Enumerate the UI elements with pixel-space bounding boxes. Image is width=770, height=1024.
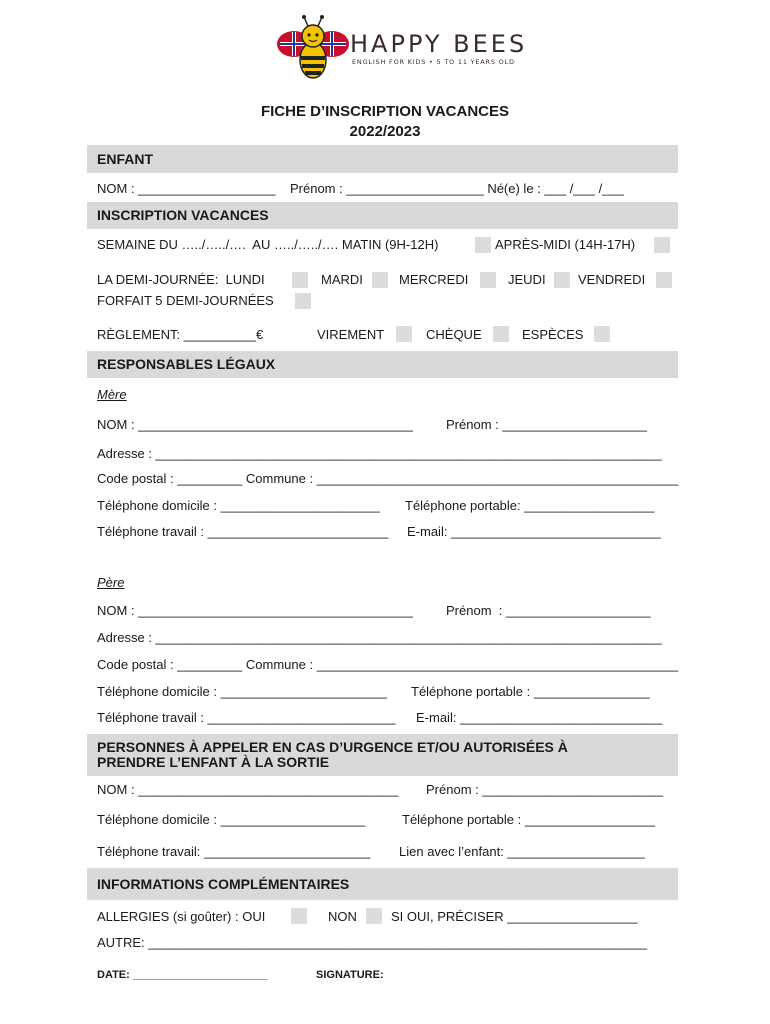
page-year: 2022/2023 bbox=[349, 123, 421, 140]
urgence-heading-line2: PRENDRE L’ENFANT À LA SORTIE bbox=[97, 754, 330, 770]
virement-label: VIREMENT bbox=[317, 327, 385, 342]
pere-code-postal-field[interactable]: Code postal : _________ Commune : __________________________________________________ bbox=[97, 657, 679, 672]
section-inscription-header: INSCRIPTION VACANCES bbox=[87, 202, 678, 229]
allergies-oui-checkbox[interactable] bbox=[291, 908, 307, 924]
brand-tagline: ENGLISH FOR KIDS • 5 TO 11 YEARS OLD bbox=[352, 58, 515, 66]
mere-email-field[interactable]: E-mail: _____________________________ bbox=[407, 524, 661, 539]
especes-label: ESPÈCES bbox=[522, 327, 584, 342]
page-title: FICHE D’INSCRIPTION VACANCES bbox=[260, 103, 510, 120]
jeudi-label: JEUDI bbox=[508, 272, 546, 287]
mercredi-checkbox[interactable] bbox=[480, 272, 496, 288]
section-responsables-header: RESPONSABLES LÉGAUX bbox=[87, 351, 678, 378]
urgence-tel-travail-field[interactable]: Téléphone travail: _______________________ bbox=[97, 844, 371, 859]
mardi-checkbox[interactable] bbox=[372, 272, 388, 288]
autre-field[interactable]: AUTRE: _____________________________________________________________________ bbox=[97, 935, 648, 950]
apres-midi-checkbox[interactable] bbox=[654, 237, 670, 253]
brand-name: HAPPY BEES bbox=[350, 30, 528, 58]
mere-tel-portable-field[interactable]: Téléphone portable: __________________ bbox=[405, 498, 655, 513]
especes-checkbox[interactable] bbox=[594, 326, 610, 342]
allergies-label: ALLERGIES (si goûter) : OUI bbox=[97, 909, 266, 924]
mere-code-postal-field[interactable]: Code postal : _________ Commune : __________________________________________________ bbox=[97, 471, 679, 486]
forfait-checkbox[interactable] bbox=[295, 293, 311, 309]
vendredi-checkbox[interactable] bbox=[656, 272, 672, 288]
mere-tel-travail-field[interactable]: Téléphone travail : _________________________ bbox=[97, 524, 389, 539]
mere-subheading: Mère bbox=[97, 387, 127, 402]
mardi-label: MARDI bbox=[321, 272, 363, 287]
pere-email-field[interactable]: E-mail: ____________________________ bbox=[416, 710, 663, 725]
cheque-label: CHÈQUE bbox=[426, 327, 482, 342]
mercredi-label: MERCREDI bbox=[399, 272, 469, 287]
urgence-prenom-field[interactable]: Prénom : _________________________ bbox=[426, 782, 664, 797]
pere-tel-portable-field[interactable]: Téléphone portable : ________________ bbox=[411, 684, 650, 699]
urgence-nom-field[interactable]: NOM : ____________________________________ bbox=[97, 782, 399, 797]
reglement-field[interactable]: RÈGLEMENT: __________€ bbox=[97, 327, 264, 342]
apres-midi-label: APRÈS-MIDI (14H-17H) bbox=[495, 237, 636, 252]
forfait-label: FORFAIT 5 DEMI-JOURNÉES bbox=[97, 293, 274, 308]
mere-prenom-field[interactable]: Prénom : ____________________ bbox=[446, 417, 647, 432]
matin-checkbox[interactable] bbox=[475, 237, 491, 253]
pere-tel-domicile-field[interactable]: Téléphone domicile : _______________________ bbox=[97, 684, 387, 699]
mere-tel-domicile-field[interactable]: Téléphone domicile : ______________________ bbox=[97, 498, 380, 513]
date-field[interactable]: DATE: ______________________ bbox=[97, 969, 268, 981]
pere-adresse-field[interactable]: Adresse : ______________________________________________________________________ bbox=[97, 630, 662, 645]
virement-checkbox[interactable] bbox=[396, 326, 412, 342]
demi-journee-label: LA DEMI-JOURNÉE: LUNDI bbox=[97, 272, 265, 287]
cheque-checkbox[interactable] bbox=[493, 326, 509, 342]
allergies-precision-field[interactable]: SI OUI, PRÉCISER __________________ bbox=[391, 909, 638, 924]
vendredi-label: VENDREDI bbox=[578, 272, 646, 287]
urgence-heading-line1: PERSONNES À APPELER EN CAS D’URGENCE ET/OU AUTORISÉES À bbox=[97, 739, 568, 755]
enfant-identity-field[interactable]: NOM : ___________________ Prénom : ___________________ Né(e) le : ___ /___ /___ bbox=[97, 181, 624, 196]
lundi-checkbox[interactable] bbox=[292, 272, 308, 288]
allergies-non-label: NON bbox=[328, 909, 357, 924]
urgence-tel-portable-field[interactable]: Téléphone portable : __________________ bbox=[402, 812, 656, 827]
pere-prenom-field[interactable]: Prénom : ____________________ bbox=[446, 603, 651, 618]
pere-nom-field[interactable]: NOM : ______________________________________ bbox=[97, 603, 413, 618]
urgence-lien-field[interactable]: Lien avec l’enfant: ___________________ bbox=[399, 844, 645, 859]
semaine-field[interactable]: SEMAINE DU …../…../…. AU …../…../…. MATIN (9H-12H) bbox=[97, 237, 439, 252]
section-enfant-header: ENFANT bbox=[87, 145, 678, 173]
section-urgence-header bbox=[87, 734, 678, 776]
mere-nom-field[interactable]: NOM : ______________________________________ bbox=[97, 417, 413, 432]
jeudi-checkbox[interactable] bbox=[554, 272, 570, 288]
pere-subheading: Père bbox=[97, 575, 125, 590]
section-infos-header: INFORMATIONS COMPLÉMENTAIRES bbox=[87, 868, 678, 900]
mere-adresse-field[interactable]: Adresse : ______________________________________________________________________ bbox=[97, 446, 662, 461]
pere-tel-travail-field[interactable]: Téléphone travail : __________________________ bbox=[97, 710, 396, 725]
urgence-tel-domicile-field[interactable]: Téléphone domicile : ____________________ bbox=[97, 812, 366, 827]
signature-field[interactable]: SIGNATURE: bbox=[316, 969, 384, 981]
allergies-non-checkbox[interactable] bbox=[366, 908, 382, 924]
